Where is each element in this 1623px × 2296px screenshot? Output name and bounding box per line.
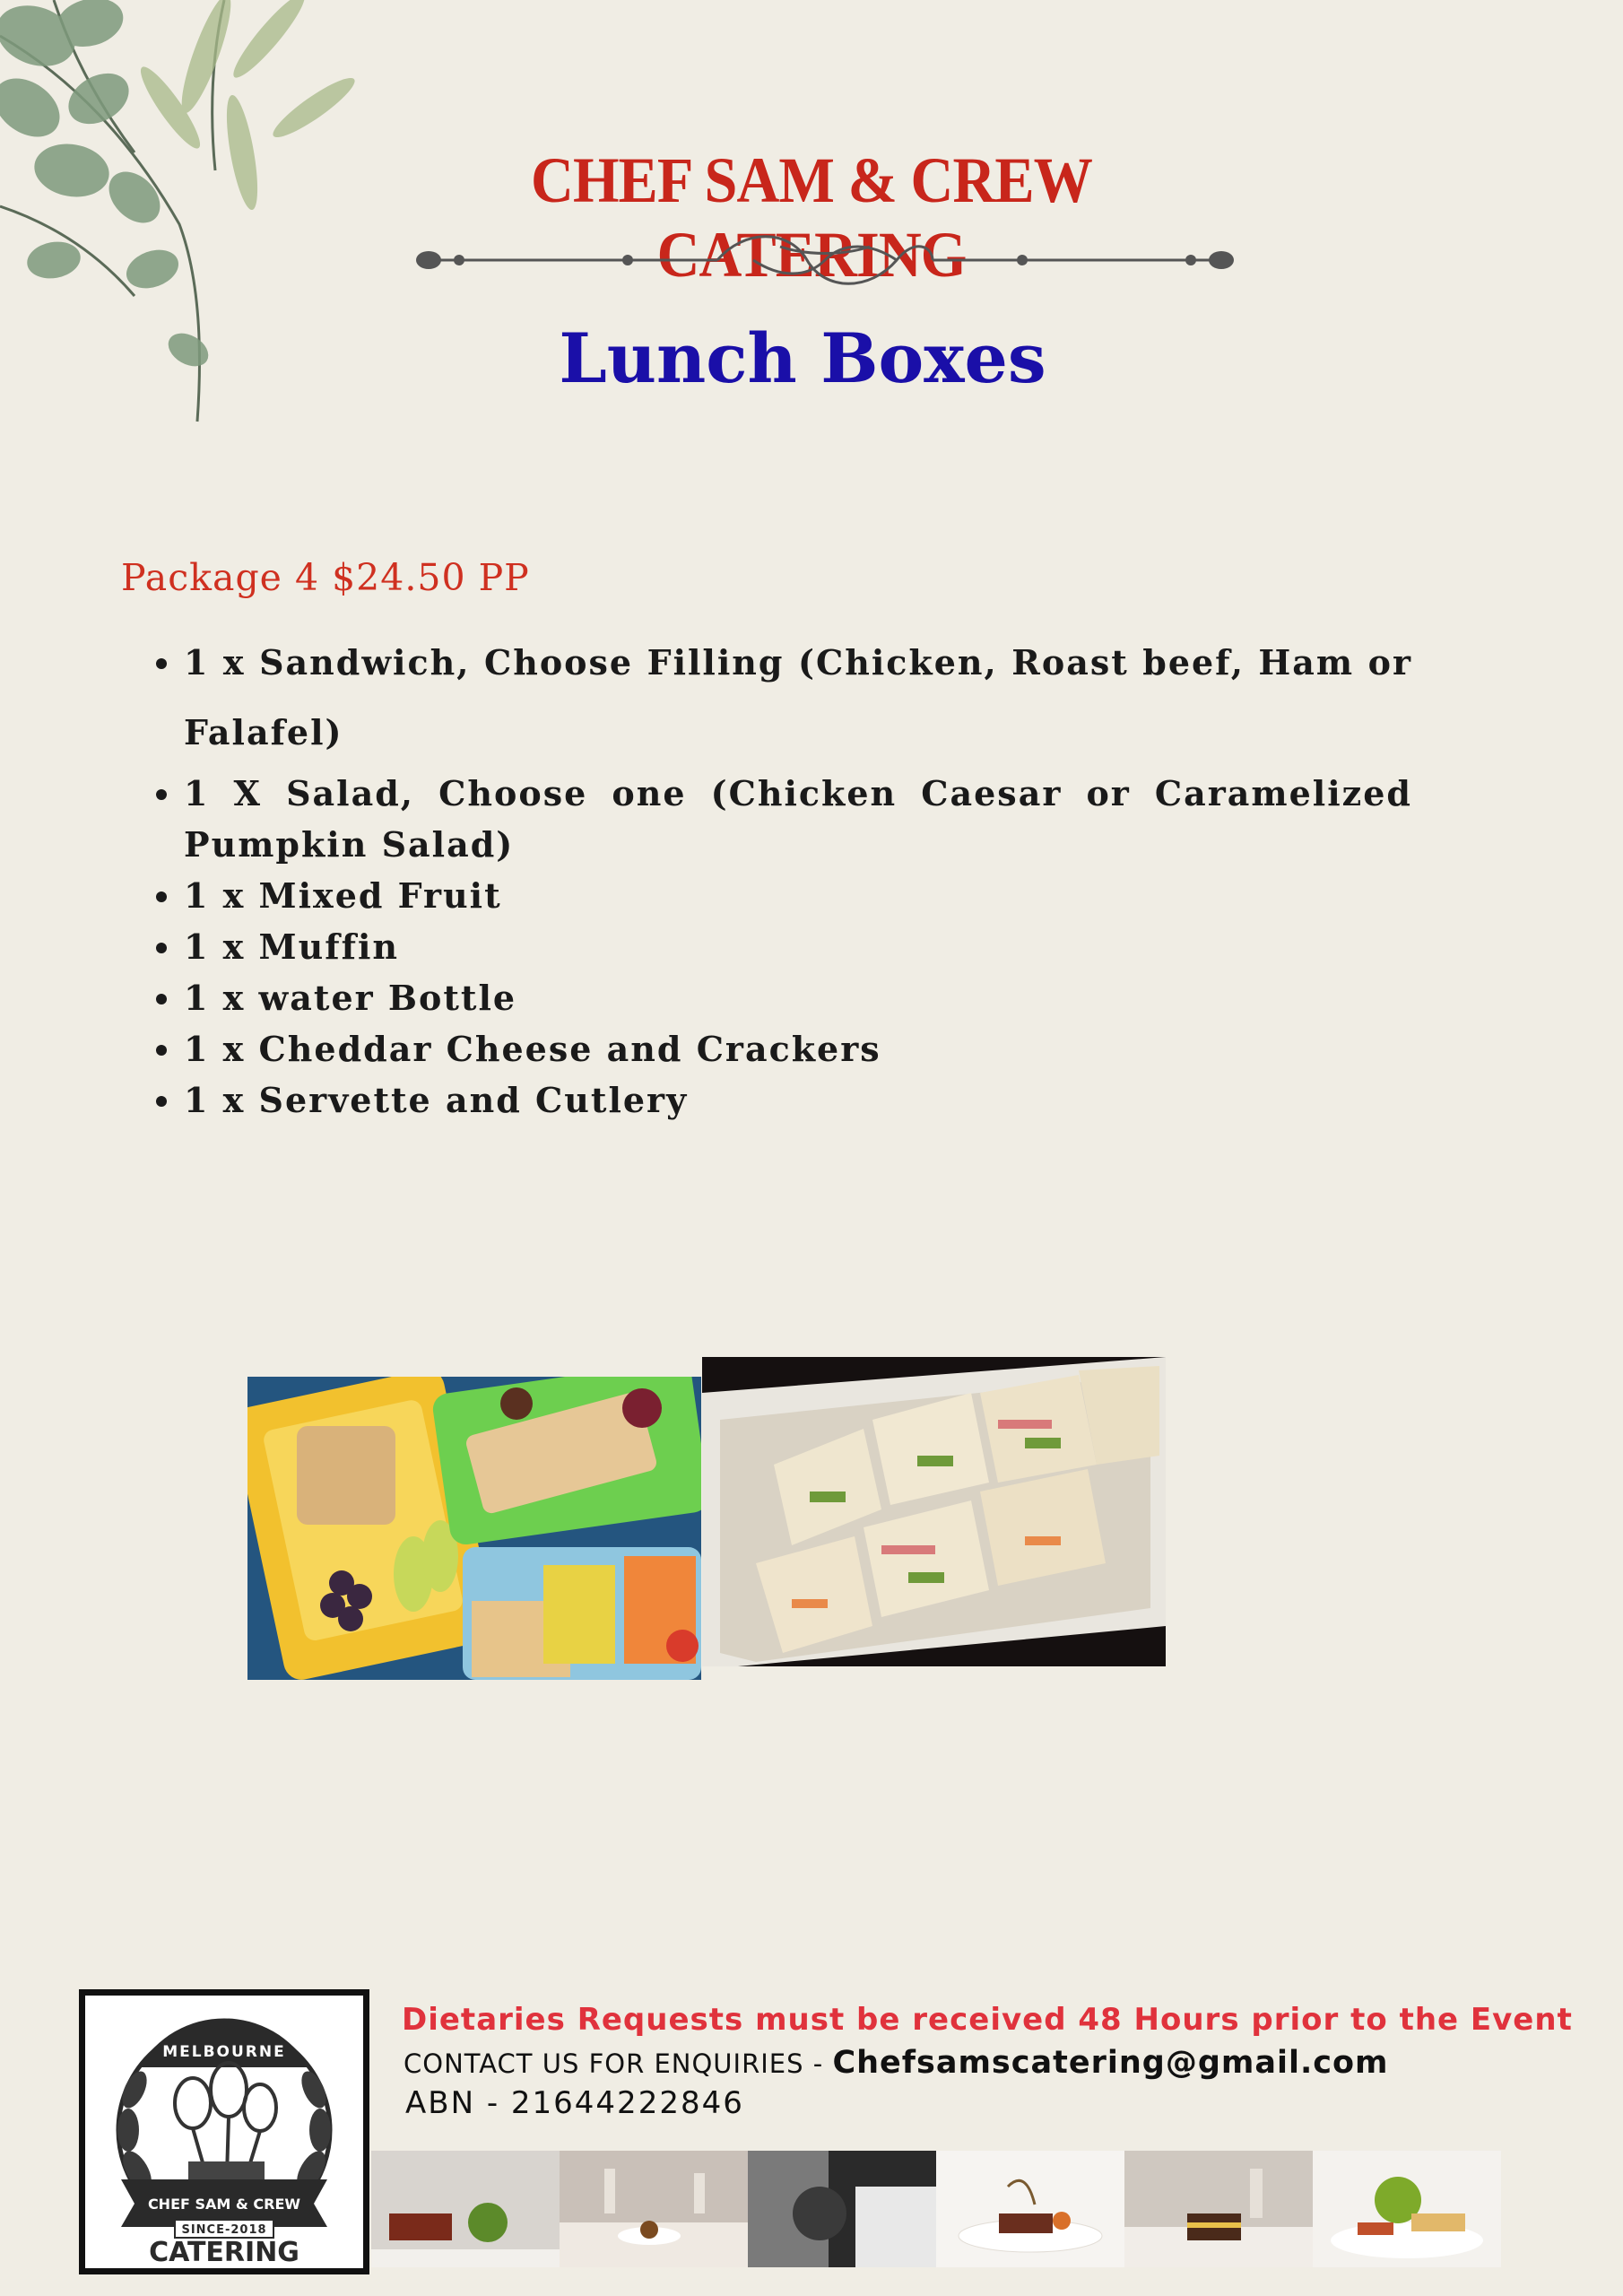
list-item: • 1 x Cheddar Cheese and Crackers [184, 1023, 1412, 1074]
event-decor-thumbnail [748, 2151, 936, 2267]
contact-label: CONTACT US FOR ENQUIRIES - [404, 2048, 833, 2079]
entree-thumbnail [1313, 2151, 1501, 2267]
event-photo-strip [371, 2151, 1501, 2267]
sandwich-platter-photo [702, 1357, 1166, 1666]
brand-heading: CHEF SAM & CREW CATERING [531, 144, 1092, 291]
list-item: • 1 x Mixed Fruit [184, 870, 1412, 921]
table-setting-thumbnail [560, 2151, 748, 2267]
lunchbox-photo [247, 1377, 701, 1680]
contact-row [404, 2045, 1389, 2081]
package-items-list [143, 628, 1412, 1126]
abn-number: ABN - 21644222846 [405, 2085, 744, 2121]
logo-top-text: MELBOURNE [162, 2043, 286, 2061]
divider-ornament-icon [412, 224, 1237, 296]
dessert-thumbnail [1124, 2151, 1313, 2267]
food-thumbnail [371, 2151, 560, 2267]
plated-dish-thumbnail [936, 2151, 1124, 2267]
list-item: • 1 X Salad, Choose one (Chicken Caesar or Caramelized Pumpkin Salad) [184, 768, 1412, 870]
logo-since-text: SINCE-2018 [181, 2223, 267, 2237]
dietaries-notice: Dietaries Requests must be received 48 Hours prior to the Event [402, 2002, 1573, 2038]
list-item: • 1 x Servette and Cutlery [184, 1074, 1412, 1126]
list-item: • 1 x Muffin [184, 921, 1412, 972]
contact-email-link[interactable]: Chefsamscatering@gmail.com [832, 2045, 1389, 2081]
eucalyptus-leaves-decoration [0, 0, 395, 430]
catering-logo [79, 1989, 369, 2274]
list-item: • 1 x water Bottle [184, 972, 1412, 1023]
list-item: • 1 x Sandwich, Choose Filling (Chicken, Roast beef, Ham or Falafel) [184, 628, 1412, 768]
page-title: Lunch Boxes [559, 318, 1046, 398]
logo-word-text: CATERING [149, 2237, 299, 2268]
package-title: Package 4 $24.50 PP [121, 556, 530, 599]
logo-ribbon-text: CHEF SAM & CREW [147, 2196, 301, 2213]
